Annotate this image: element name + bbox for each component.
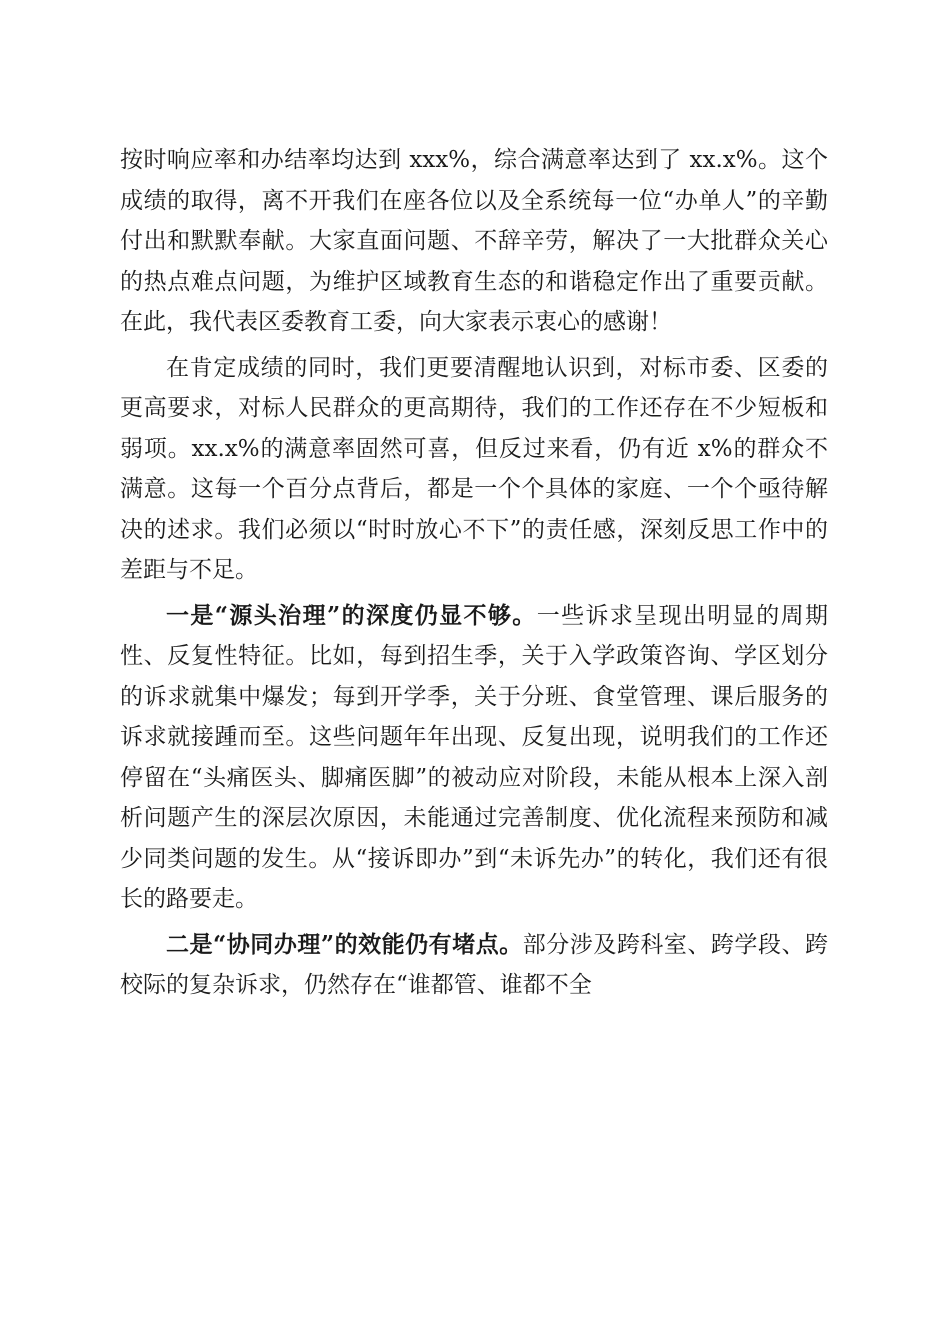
paragraph-lead: 一是“源头治理”的深度仍显不够。: [166, 601, 537, 629]
paragraph-text: 一些诉求呈现出明显的周期性、反复性特征。比如，每到招生季，关于入学政策咨询、学区划分的诉求就集中爆发；每到开学季，关于分班、食堂管理、课后服务的诉求就接踵而至。这些问题年年出现、反复出现，说明我们的工作还停留在“头痛医头、脚痛医脚”的被动应对阶段，未能从根本上深入剖析问题产生的深层次原因，未能通过完善制度、优化流程来预防和减少同类问题的发生。从“接诉即办”到“未诉先办”的转化，我们还有很长的路要走。: [120, 602, 828, 912]
paragraph-text: 按时响应率和办结率均达到 xxx%，综合满意率达到了 xx.x%。这个成绩的取得，离不开我们在座各位以及全系统每一位“办单人”的辛勤付出和默默奉献。大家直面问题、不辞辛劳，解决了一大批群众关心的热点难点问题，为维护区域教育生态的和谐稳定作出了重要贡献。在此，我代表区委教育工委，向大家表示衷心的感谢！: [120, 147, 828, 335]
document-body: [120, 140, 828, 1006]
paragraph-results: [120, 140, 828, 343]
paragraph-point-one: [120, 596, 828, 920]
paragraph-shortcomings: [120, 348, 828, 591]
paragraph-lead: 二是“协同办理”的效能仍有堵点。: [166, 930, 523, 958]
paragraph-point-two: [120, 925, 828, 1006]
paragraph-text: 在肯定成绩的同时，我们更要清醒地认识到，对标市委、区委的更高要求，对标人民群众的更高期待，我们的工作还存在不少短板和弱项。xx.x%的满意率固然可喜，但反过来看，仍有近 x%的群众不满意。这每一个百分点背后，都是一个个具体的家庭、一个个亟待解决的述求。我们必须以“时时放心不下”的责任感，深刻反思工作中的差距与不足。: [120, 354, 828, 583]
paragraph-text: 部分涉及跨科室、跨学段、跨校际的复杂诉求，仍然存在“谁都管、谁都不全: [120, 931, 828, 998]
